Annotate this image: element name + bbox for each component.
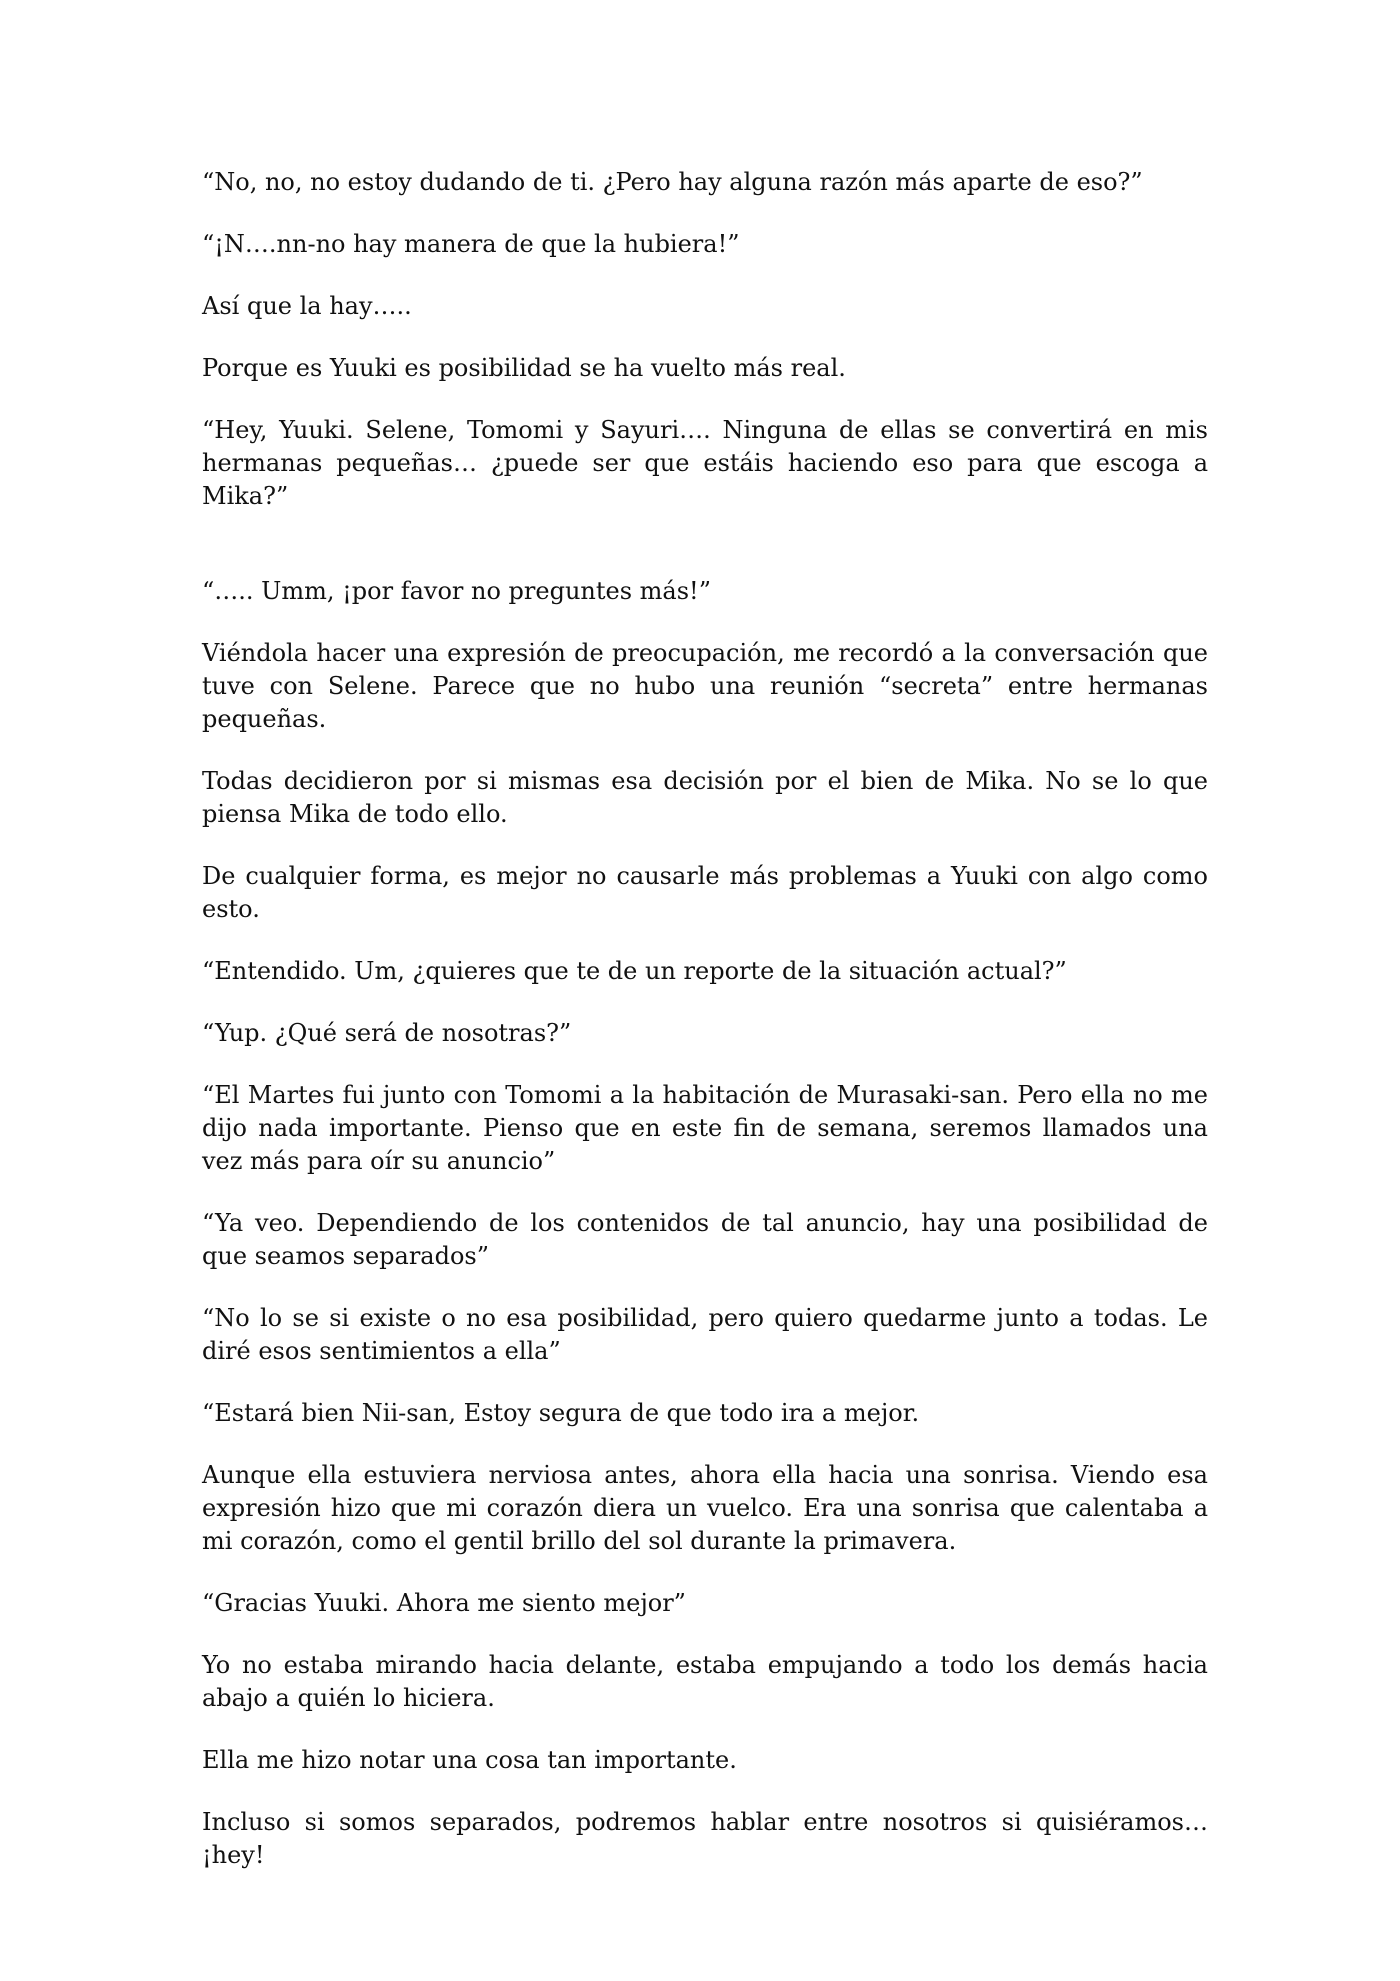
- paragraph-5: “Hey, Yuuki. Selene, Tomomi y Sayuri…. Ninguna de ellas se convertirá en mis hermanas pequeñas… ¿puede ser que estáis haciendo eso para que escoga a Mika?”: [202, 416, 1208, 510]
- paragraph-16: Aunque ella estuviera nerviosa antes, ahora ella hacia una sonrisa. Viendo esa expresión hizo que mi corazón diera un vuelco. Era una sonrisa que calentaba a mi corazón, como el gentil brillo del sol durante la primavera.: [202, 1461, 1208, 1555]
- paragraph-3: Así que la hay…..: [202, 292, 412, 320]
- paragraph-15: “Estará bien Nii-san, Estoy segura de que todo ira a mejor.: [202, 1399, 920, 1427]
- paragraph-4: Porque es Yuuki es posibilidad se ha vuelto más real.: [202, 354, 846, 382]
- document-body: [202, 166, 1208, 1901]
- paragraph-12: “El Martes fui junto con Tomomi a la habitación de Murasaki-san. Pero ella no me dijo nada importante. Pienso que en este fin de semana, seremos llamados una vez más para oír su anuncio”: [202, 1081, 1208, 1175]
- paragraph-8: Todas decidieron por si mismas esa decisión por el bien de Mika. No se lo que piensa Mika de todo ello.: [202, 767, 1208, 828]
- paragraph-6: “….. Umm, ¡por favor no preguntes más!”: [202, 577, 711, 605]
- paragraph-10: “Entendido. Um, ¿quieres que te de un reporte de la situación actual?”: [202, 957, 1067, 985]
- paragraph-2: “¡N….nn-no hay manera de que la hubiera!”: [202, 230, 740, 258]
- paragraph-19: Ella me hizo notar una cosa tan importante.: [202, 1746, 737, 1774]
- paragraph-18: Yo no estaba mirando hacia delante, estaba empujando a todo los demás hacia abajo a quién lo hiciera.: [202, 1651, 1208, 1712]
- paragraph-1: “No, no, no estoy dudando de ti. ¿Pero hay alguna razón más aparte de eso?”: [202, 168, 1143, 196]
- paragraph-13: “Ya veo. Dependiendo de los contenidos de tal anuncio, hay una posibilidad de que seamos separados”: [202, 1209, 1208, 1270]
- paragraph-9: De cualquier forma, es mejor no causarle más problemas a Yuuki con algo como esto.: [202, 862, 1208, 923]
- paragraph-17: “Gracias Yuuki. Ahora me siento mejor”: [202, 1589, 686, 1617]
- paragraph-7: Viéndola hacer una expresión de preocupación, me recordó a la conversación que tuve con Selene. Parece que no hubo una reunión “secreta” entre hermanas pequeñas.: [202, 639, 1208, 733]
- paragraph-20: Incluso si somos separados, podremos hablar entre nosotros si quisiéramos… ¡hey!: [202, 1808, 1208, 1869]
- paragraph-11: “Yup. ¿Qué será de nosotras?”: [202, 1019, 572, 1047]
- paragraph-14: “No lo se si existe o no esa posibilidad, pero quiero quedarme junto a todas. Le diré esos sentimientos a ella”: [202, 1304, 1208, 1365]
